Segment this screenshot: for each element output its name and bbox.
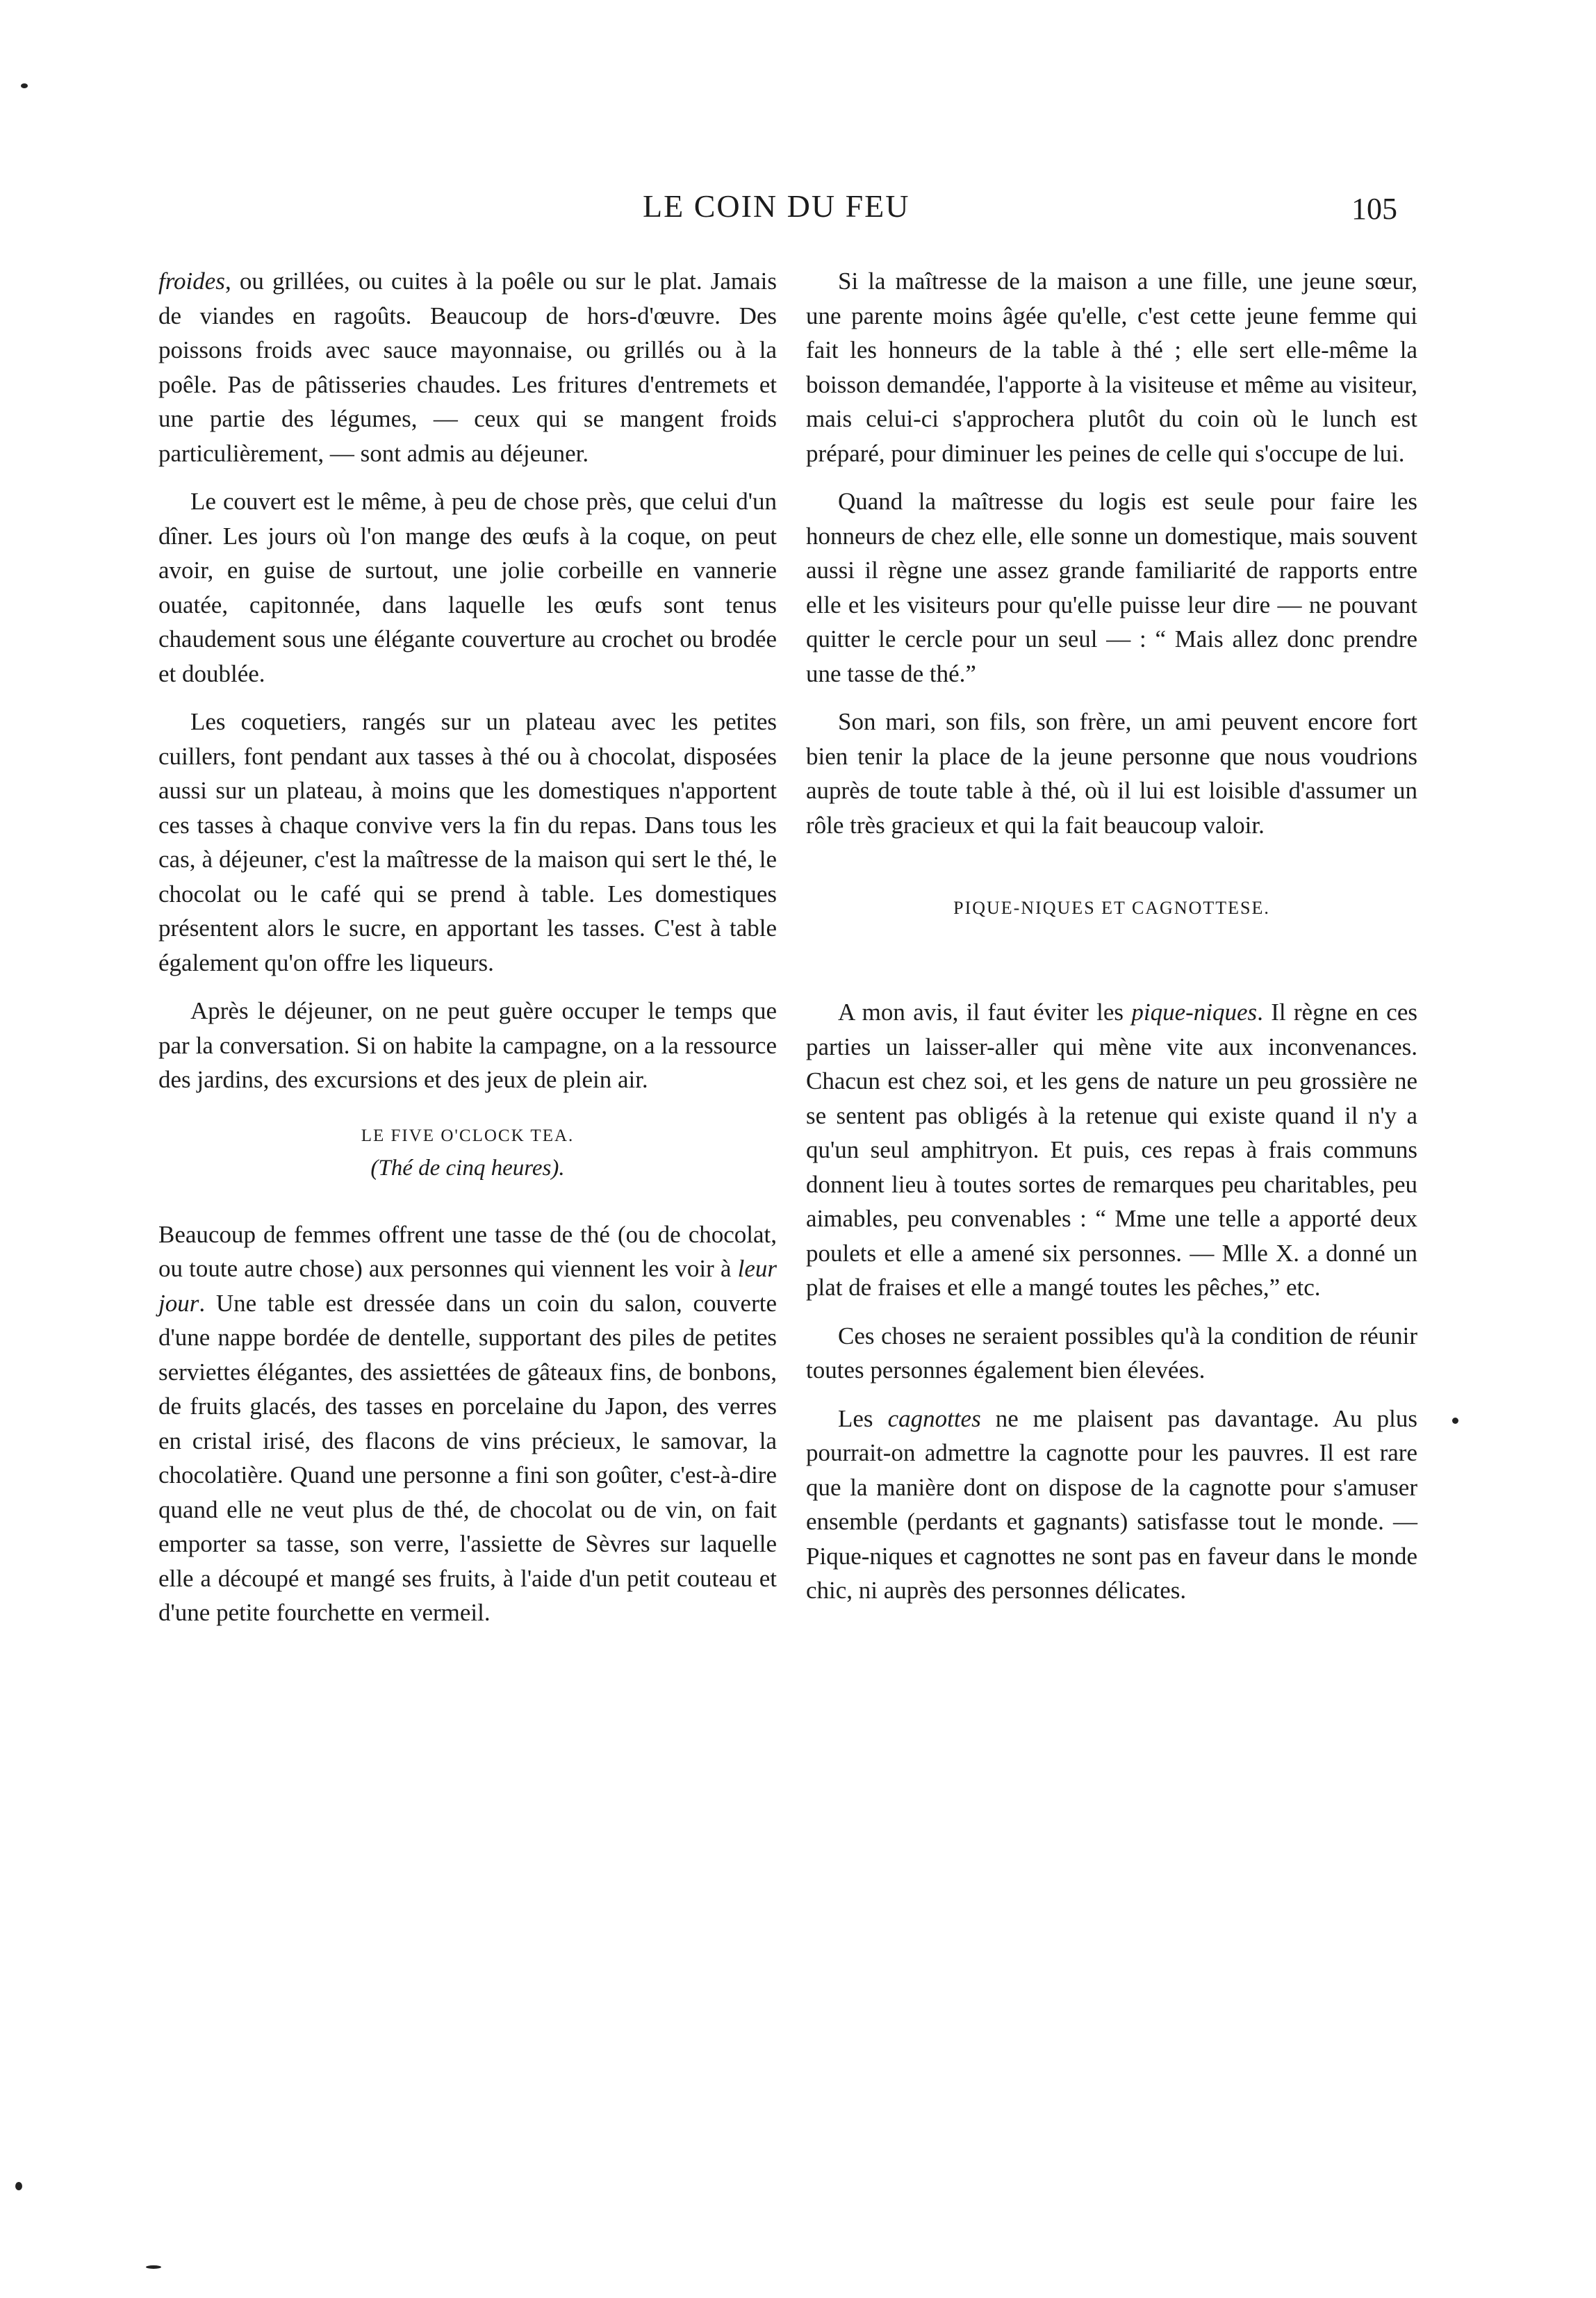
- paragraph-text: Beaucoup de femmes offrent une tasse de thé (ou de chocolat, ou toute autre chose) aux personnes qui viennent les voir à: [158, 1220, 777, 1282]
- paragraph-text: A mon avis, il faut éviter les: [838, 999, 1132, 1026]
- paragraph-text: Son mari, son fils, son frère, un ami peuvent encore fort bien tenir la place de la jeune personne que nous voudrions auprès de toute table à thé, où il lui est loisible d'assumer un rôle très gracieux et qui la fait beaucoup valoir.: [806, 708, 1417, 839]
- paragraph-text: Ces choses ne seraient possibles qu'à la condition de réunir toutes personnes également bien élevées.: [806, 1322, 1417, 1384]
- emphasis: leur jour: [158, 1255, 777, 1317]
- paragraph: [158, 484, 777, 691]
- paragraph: [806, 995, 1417, 1305]
- paragraph-text: Les: [838, 1404, 888, 1432]
- section-subtitle: (Thé de cinq heures).: [370, 1155, 565, 1181]
- paragraph-text: Le couvert est le même, à peu de chose près, que celui d'un dîner. Les jours où l'on mange des œufs à la coque, on peut avoir, en guise de surtout, une jolie corbeille en vannerie ouatée, capitonnée, dans laquelle les œufs sont tenus chaudement sous une élégante couverture au crochet ou brodée et doublée.: [158, 488, 777, 687]
- scan-speck: [15, 2182, 22, 2190]
- paragraph-text: Après le déjeuner, on ne peut guère occuper le temps que par la conversation. Si on habite la campagne, on a la ressource des jardins, des excursions et des jeux de plein air.: [158, 997, 777, 1093]
- paragraph: [806, 264, 1417, 470]
- scan-speck: [21, 83, 28, 88]
- section-title: LE FIVE O'CLOCK TEA.: [361, 1126, 575, 1145]
- emphasis: froides: [158, 268, 225, 295]
- section-title: PIQUE-NIQUES ET CAGNOTTESE.: [953, 898, 1270, 918]
- paragraph: [158, 705, 777, 980]
- emphasis: pique-niques: [1131, 999, 1258, 1026]
- paragraph-text: . Une table est dressée dans un coin du salon, couverte d'une nappe bordée de dentelle, supportant des piles de petites serviettes élégantes, des assiettées de gâteaux fins, de bonbons, de fruits glacés, des tasses en porcelaine du Japon, des verres en cristal irisé, des flacons de vins précieux, le samovar, la chocolatière. Quand une personne a fini son goûter, c'est-à-dire quand elle ne veut plus de thé, de chocolat ou de vin, on fait emporter sa tasse, son verre, l'assiette de Sèvres sur laquelle elle a découpé et mangé ses fruits, à l'aide d'un petit couteau et d'une petite fourchette en vermeil.: [158, 1289, 777, 1626]
- scan-speck: [1452, 1418, 1458, 1424]
- paragraph-text: Quand la maîtresse du logis est seule pour faire les honneurs de chez elle, elle sonne un domestique, mais souvent aussi il règne une assez grande familiarité de rapports entre elle et les visiteurs pour qu'elle puisse leur dire — ne pouvant quitter le cercle pour un seul — : “ Mais allez donc prendre une tasse de thé.”: [806, 488, 1417, 687]
- scan-speck: [146, 2265, 161, 2269]
- paragraph: [158, 264, 777, 470]
- paragraph-text: , ou grillées, ou cuites à la poêle ou sur le plat. Jamais de viandes en ragoûts. Beaucoup de hors-d'œuvre. Des poissons froids avec sauce mayonnaise, ou grillés ou à la poêle. Pas de pâtisseries chaudes. Les fritures d'entremets et une partie des légumes, — ceux qui se mangent froids particulièrement, — sont admis au déjeuner.: [158, 268, 777, 467]
- paragraph-text: ne me plaisent pas davantage. Au plus pourrait-on admettre la cagnotte pour les pauvres. Il est rare que la manière dont on dispose de la cagnotte pour s'amuser ensemble (perdants et gagnants) satisfasse tout le monde. — Pique-niques et cagnottes ne sont pas en faveur dans le monde chic, ni auprès des personnes délicates.: [806, 1404, 1417, 1604]
- paragraph-text: . Il règne en ces parties un laisser-aller qui mène vite aux inconvenances. Chacun est chez soi, et les gens de nature un peu grossière ne se sentent pas obligés à la retenue qui existe quand il n'y a qu'un seul amphitryon. Et puis, ces repas à frais communs donnent lieu à toutes sortes de remarques peu charitables, peu aimables, peu convenables : “ Mme une telle a apporté deux poulets et elle a amené six personnes. — Mlle X. a donné un plat de fraises et elle a mangé toutes les pêches,” etc.: [806, 999, 1417, 1301]
- paragraph: [806, 484, 1417, 691]
- paragraph: [806, 705, 1417, 842]
- paragraph: [806, 1402, 1417, 1608]
- paragraph-text: Si la maîtresse de la maison a une fille, une jeune sœur, une parente moins âgée qu'elle, c'est cette jeune femme qui fait les honneurs de la table à thé ; elle sert elle-même la boisson demandée, l'apporte à la visiteuse et même au visiteur, mais celui-ci s'approchera plutôt du coin où le lunch est préparé, pour diminuer les peines de celle qui s'occupe de lui.: [806, 268, 1417, 467]
- right-column: [806, 264, 1417, 1622]
- paragraph: [158, 994, 777, 1097]
- paragraph-text: Les coquetiers, rangés sur un plateau avec les petites cuillers, font pendant aux tasses à thé ou à chocolat, disposées aussi sur un plateau, à moins que les domestiques n'apportent ces tasses à chaque convive vers la fin du repas. Dans tous les cas, à déjeuner, c'est la maîtresse de la maison qui sert le thé, le chocolat ou le café qui se prend à table. Les domestiques présentent alors le sucre, en apportant les tasses. C'est à table également qu'on offre les liqueurs.: [158, 708, 777, 976]
- page-number: 105: [1351, 192, 1397, 226]
- paragraph: [806, 1319, 1417, 1388]
- paragraph: [158, 1217, 777, 1630]
- emphasis: cagnottes: [887, 1404, 981, 1432]
- running-title: LE COIN DU FEU: [643, 188, 910, 224]
- left-column: [158, 264, 777, 1644]
